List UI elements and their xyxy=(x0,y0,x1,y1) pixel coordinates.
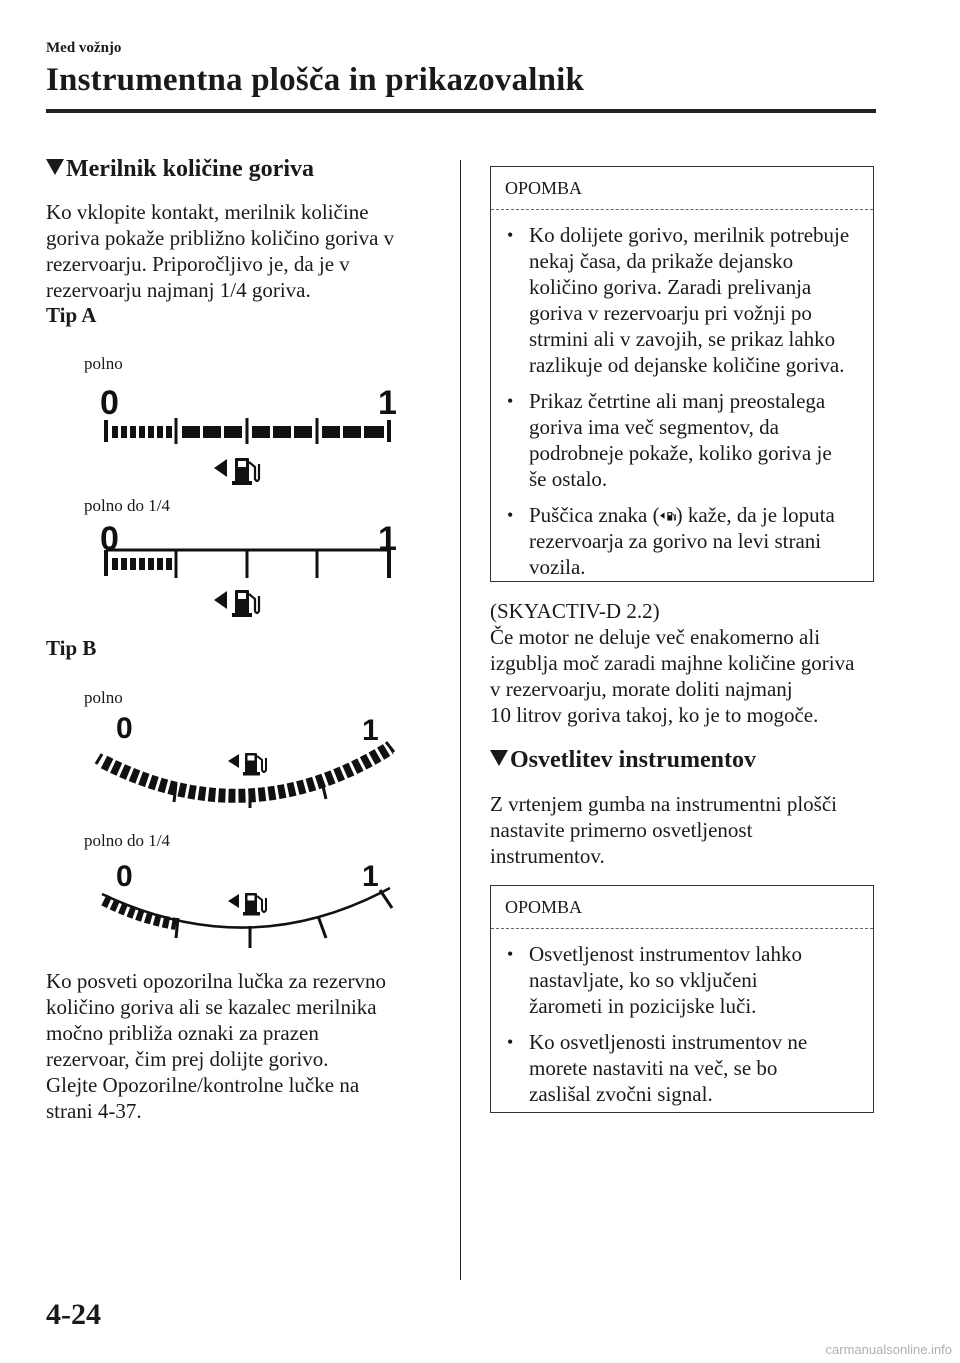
illumination-heading: Osvetlitev instrumentov xyxy=(490,747,756,774)
fuel-gauge-heading: Merilnik količine goriva xyxy=(46,156,314,183)
skyactiv-text: (SKYACTIV-D 2.2) Če motor ne deluje več enakomerno ali izgublja moč zaradi majhne količine goriva v rezervoarju, morate doliti najmanj 10 litrov goriva takoj, ko je to mogoče. xyxy=(490,599,855,727)
page-title: Instrumentna plošča in prikazovalnik xyxy=(46,62,585,98)
title-rule xyxy=(46,109,876,113)
gauge-empty-mark: 0 xyxy=(116,712,133,745)
gauge-a-quarter xyxy=(90,516,410,628)
note-box-fuel xyxy=(490,166,874,582)
gauge-a-full xyxy=(90,380,410,492)
fuel-pump-icon xyxy=(228,753,266,776)
gauge-b-full-label: polno xyxy=(84,688,123,707)
page-number: 4-24 xyxy=(46,1298,101,1331)
fuel-intro: Ko vklopite kontakt, merilnik količine goriva pokaže približno količino goriva v rezervoarju. Priporočljivo je, da je v rezervoarju najmanj 1/4 goriva. xyxy=(46,200,395,302)
note-item: • Ko dolijete gorivo, merilnik potrebuje nekaj časa, da prikaže dejansko količino goriva. Zaradi prelivanja goriva v rezervoarju pri vožnji po strmini ali v zavojih, se prikaz lahko razlikuje od dejanske količine goriva. xyxy=(505,222,859,378)
type-a-label: Tip A xyxy=(46,303,97,327)
gauge-a-full-label: polno xyxy=(84,354,123,373)
note-item: • Osvetljenost instrumentov lahko nastavljate, ko so vključeni žarometi in pozicijske luči. xyxy=(505,941,859,1019)
gauge-b-full xyxy=(90,708,410,818)
column-divider xyxy=(460,160,461,1280)
gauge-b-quarter xyxy=(90,852,410,952)
note-item: • Prikaz četrtine ali manj preostalega goriva ima več segmentov, da podrobneje pokaže, koliko goriva je še ostalo. xyxy=(505,388,859,492)
gauge-b-quarter-label: polno do 1/4 xyxy=(84,831,170,850)
gauge-empty-mark: 0 xyxy=(100,384,119,422)
gauge-a-quarter-label: polno do 1/4 xyxy=(84,496,170,515)
gauge-full-mark: 1 xyxy=(362,860,379,893)
gauge-bar xyxy=(106,550,389,578)
type-b-label: Tip B xyxy=(46,636,97,660)
note-box-illumination xyxy=(490,885,874,1113)
section-label: Med vožnjo xyxy=(46,40,122,56)
gauge-empty-mark: 0 xyxy=(116,860,133,893)
gauge-full-mark: 1 xyxy=(378,384,397,422)
note-list xyxy=(491,929,873,1127)
section-triangle-icon xyxy=(490,750,508,766)
fuel-pump-icon xyxy=(214,590,259,617)
illumination-text: Z vrtenjem gumba na instrumentni plošči nastavite primerno osvetljenost instrumentov. xyxy=(490,792,838,868)
fuel-pump-icon xyxy=(214,458,259,485)
section-triangle-icon xyxy=(46,159,64,175)
gauge-full-mark: 1 xyxy=(378,520,397,558)
fuel-pump-arrow-icon xyxy=(660,509,676,523)
reserve-warning-text: Ko posveti opozorilna lučka za rezervno količino goriva ali se kazalec merilnika močno približa oznaki za prazen rezervoar, čim prej dolijte gorivo. Glejte Opozorilne/kontrolne lučke na strani 4-37. xyxy=(46,969,386,1123)
gauge-empty-mark: 0 xyxy=(100,520,119,558)
watermark: carmanualsonline.info xyxy=(825,1342,952,1357)
fuel-pump-icon xyxy=(228,893,266,916)
note-title: OPOMBA xyxy=(491,886,873,929)
note-item: • Ko osvetljenosti instrumentov ne morete nastaviti na več, se bo zaslišal zvočni signal. xyxy=(505,1029,859,1107)
note-list xyxy=(491,210,873,600)
gauge-full-mark: 1 xyxy=(362,714,379,747)
note-item: • Puščica znaka ( ) kaže, da je loputa rezervoarja za gorivo na levi strani vozila. xyxy=(505,502,859,580)
note-title: OPOMBA xyxy=(491,167,873,210)
gauge-bar xyxy=(106,418,389,444)
